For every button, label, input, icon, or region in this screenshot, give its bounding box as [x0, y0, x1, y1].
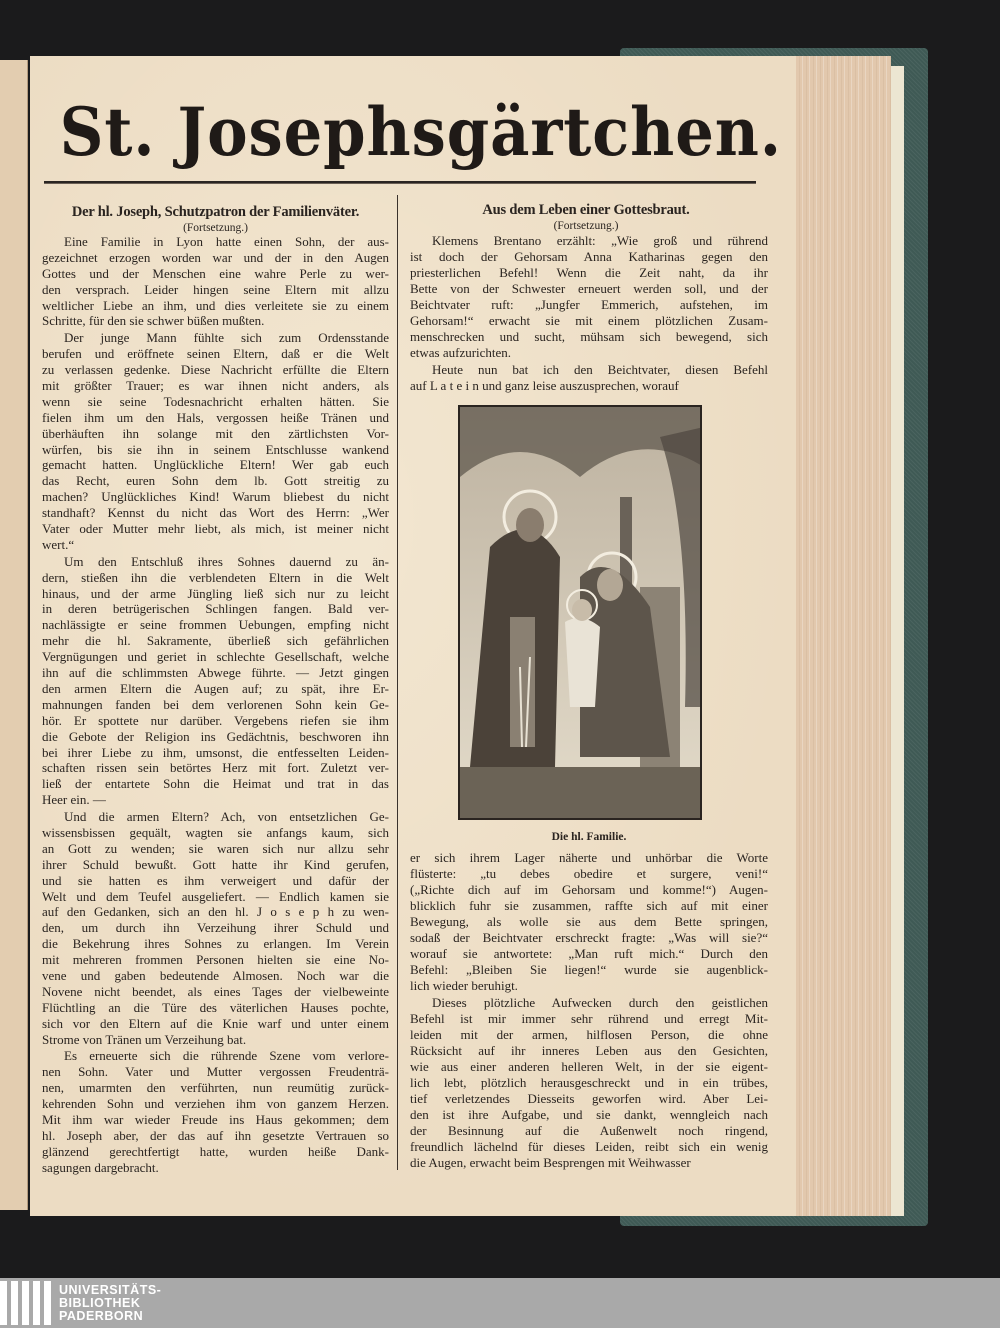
text-line: wissensbissen gequält, wagten sie anfangs kaum, sich: [42, 824, 389, 840]
text-line: worauf sie antwortete: „Man ruft mich.“ Durch den: [410, 946, 768, 961]
text-line: er sich ihrem Lager näherte und unhörbar die Worte: [410, 850, 768, 865]
text-line: sich vor den Eltern auf die Knie warf und unter einem: [42, 1015, 389, 1031]
text-line: Bewegung, als wolle sie aus dem Bette springen,: [410, 914, 768, 929]
text-line: etwas aufzurichten.: [410, 345, 512, 360]
text-line: Welt und dem Teufel ausgeliefert. — Endlich kamen sie: [42, 888, 389, 904]
left-article-heading: Der hl. Joseph, Schutzpatron der Familienväter.: [71, 204, 360, 220]
text-line: Es erneuerte sich die rührende Szene vom verlore-: [64, 1048, 389, 1064]
text-line: berufen und eröffnete seinen Eltern, daß er die Welt: [42, 346, 389, 362]
text-line: Befehl: „Bleiben Sie liegen!“ wurde sie augenblick-: [410, 962, 768, 977]
text-line: ist doch der Gehorsam Anna Katharinas gegen den: [410, 249, 768, 264]
text-line: der Besinnung auf die Außenwelt noch ringend,: [410, 1123, 768, 1138]
paragraph: [410, 362, 768, 394]
text-line: den ist ihre Aufgabe, und sie dankt, wenngleich nach: [410, 1107, 768, 1122]
holy-family-illustration: [458, 405, 702, 820]
text-line: Mit ihm war wieder Freude ins Haus gekommen; dem: [42, 1111, 389, 1127]
text-line: den versprach. Leider hingen seine Eltern mit allzu: [42, 281, 389, 297]
text-line: ihn auf die schlimmsten Abwege führte. — Jetzt gingen: [42, 665, 389, 681]
text-line: bei ihrer Liebe zu ihm, umsonst, die entfesselten Leiden-: [42, 744, 389, 760]
text-line: schaften rissen sein betörtes Herz mit fort. Zuletzt ver-: [42, 760, 389, 776]
left-article-body: [42, 234, 389, 1177]
paragraph: [42, 554, 389, 808]
text-line: den, um durch ihn Verzeihung ihrer Schuld und: [42, 920, 389, 936]
paragraph: [410, 850, 768, 994]
text-line: die Bekehrung ihres Sohnes zu erlangen. Im Verein: [42, 936, 389, 952]
text-line: den armen Eltern die Augen auf; zu spät, ihre Er-: [42, 680, 389, 696]
text-line: die Gebote der Religion ins Gedächtnis, beschworen ihn: [42, 728, 389, 744]
text-line: mit mehreren frommen Personen hielten sie eine No-: [42, 952, 389, 968]
text-line: an Gott zu wenden; sie waren sich nur allzu sehr: [42, 840, 389, 856]
column-divider: [397, 195, 398, 1170]
paragraph: [42, 234, 389, 329]
right-article-subheading: (Fortsetzung.): [553, 220, 619, 232]
paragraph: [410, 995, 768, 1171]
text-line: Gehorsam!“ erwacht sie mit einem plötzlichen Zusam-: [410, 313, 768, 328]
text-line: Vergnügungen und geriet in schlechte Gesellschaft, welche: [42, 649, 389, 665]
text-line: fielen ihm um den Hals, vergossen heiße Tränen und: [42, 409, 389, 425]
text-line: Gottes und der Menschen eine wahre Perle zu wer-: [42, 265, 389, 281]
text-line: wie aus einer anderen helleren Welt, in der sie eigent-: [410, 1059, 768, 1074]
page-edges: [795, 56, 891, 1216]
text-line: würfen, bis sie ihn in seinem Entschlusse wankend: [42, 441, 389, 457]
text-line: Und die armen Eltern? Ach, von entsetzlichen Ge-: [64, 809, 389, 825]
logo-line: UNIVERSITÄTS-: [59, 1282, 162, 1297]
right-article-body: [410, 233, 768, 395]
text-line: Bette von der Schwester erneuert werden soll, und der: [410, 281, 768, 296]
text-line: gezeichnet erzogen worden war und der in den Augen: [42, 249, 389, 265]
text-line: Befehl ist mir immer sehr rührend und erregt Mit-: [410, 1011, 768, 1026]
text-line: glänzend gerechtfertigt hatte, wurden heiße Dank-: [42, 1143, 389, 1159]
text-line: ihrer Schuld bewußt. Gott hatte ihr Kind gerufen,: [42, 856, 389, 872]
text-line: überhäuften ihn solange mit den zärtlichsten Vor-: [42, 425, 389, 441]
text-line: tief verletzendes Diesseits geworfen wird. Aber Lei-: [410, 1091, 768, 1106]
text-line: ließ der entartete Sohn die Heimat und trat in das: [42, 776, 389, 792]
text-line: Flüchtling an die Türe des väterlichen Hauses pochte,: [42, 999, 389, 1015]
text-line: gemacht hatten. Unglückliche Eltern! Wer gab euch: [42, 457, 389, 473]
text-line: Heer ein. —: [42, 792, 106, 808]
text-line: Heute nun bat ich den Beichtvater, diesen Befehl: [432, 362, 768, 377]
text-line: und sie hatten es ihm verweigert und dafür der: [42, 872, 389, 888]
text-line: sodaß der Beichtvater erschreckt fragte: „Was will sie?“: [410, 930, 768, 945]
figure-caption: Die hl. Familie.: [551, 831, 627, 843]
text-line: blicklich fuhr sie zusammen, raffte sich auf mit einer: [410, 898, 768, 913]
text-line: vene und gaben bedeutende Almosen. Noch war die: [42, 967, 389, 983]
text-line: hör. Er spottete nur darüber. Vergebens riefen sie ihm: [42, 712, 389, 728]
text-line: in deren betrügerischen Schlingen fangen. Bald ver-: [42, 601, 389, 617]
text-line: Der junge Mann fühlte sich zum Ordensstande: [64, 330, 389, 346]
logo-bars-icon: [0, 1281, 51, 1325]
logo-text: [59, 1284, 161, 1323]
text-line: kehrenden Sohn und verziehen ihm von ganzem Herzen.: [42, 1096, 389, 1112]
text-line: Beichtvater ruft: „Jungfer Emmerich, aufstehen, im: [410, 297, 768, 312]
text-line: zu verlassen gedenke. Diese Nachricht erfüllte die Eltern: [42, 362, 389, 378]
right-article-continuation: [410, 850, 768, 1172]
text-line: auf L a t e i n und ganz leise auszusprechen, worauf: [410, 378, 679, 393]
text-line: lich lebt, plötzlich herausgeschreckt und in ein trübes,: [410, 1075, 768, 1090]
text-line: nachlässigte er seine frommen Uebungen, empfing nicht: [42, 617, 389, 633]
text-line: („Richte dich auf im Gehorsam und komme!“) Augen-: [410, 882, 768, 897]
text-line: das Recht, euren Sohn dem lb. Gott streitig zu: [42, 473, 389, 489]
text-line: Vater oder Mutter mehr liebt, als mich, ist meiner nicht: [42, 521, 389, 537]
text-line: hinaus, und der arme Jüngling ließ sich nur zu leicht: [42, 585, 389, 601]
text-line: dern, stießen ihn die verblendeten Eltern in die Welt: [42, 569, 389, 585]
text-line: mit größter Trauer; es war ihnen nicht anders, als: [42, 378, 389, 394]
text-line: Rücksicht auf ihr inneres Leben aus den Gesichten,: [410, 1043, 768, 1058]
paragraph: [42, 330, 389, 552]
text-line: mahnungen fanden bei dem verlorenen Sohn kein Ge-: [42, 696, 389, 712]
right-article-heading: Aus dem Leben einer Gottesbraut.: [482, 202, 690, 218]
logo-line: PADERBORN: [59, 1308, 144, 1323]
text-line: wert.“: [42, 536, 75, 552]
paragraph: [410, 233, 768, 361]
text-line: lich wieder beruhigt.: [410, 978, 518, 993]
text-line: Dieses plötzliche Aufwecken durch den geistlichen: [432, 995, 768, 1010]
text-line: wenn sie seine Todesnachricht erhalten hätten. Sie: [42, 393, 389, 409]
text-line: Eine Familie in Lyon hatte einen Sohn, der aus-: [64, 234, 389, 249]
text-line: Schritte, für den sie schwer büßen mußten.: [42, 313, 265, 329]
text-line: sagungen dargebracht.: [42, 1159, 159, 1175]
text-line: leiden mit der armen, hilflosen Person, die ohne: [410, 1027, 768, 1042]
left-article-subheading: (Fortsetzung.): [183, 222, 248, 234]
text-line: weltlicher Liebe an ihm, und dies verleitete sie zu einem: [42, 297, 389, 313]
text-line: machen? Unglückliches Kind! Warum bliebest du nicht: [42, 489, 389, 505]
library-logo: [0, 1278, 161, 1328]
text-line: standhaft? Kennst du nicht das Wort des Herrn: „Wer: [42, 505, 389, 521]
text-line: nen, umarmten den verführten, nun reumütig zurück-: [42, 1080, 389, 1096]
masthead-title: St. Josephsgärtchen.: [59, 93, 782, 171]
paragraph: [42, 809, 389, 1047]
text-line: menschrecken und sucht, mühsam sich bewegend, sich: [410, 329, 768, 344]
text-line: priesterlichen Befehl! Wenn die Zeit naht, da ihr: [410, 265, 768, 280]
text-line: Strome von Tränen um Verzeihung bat.: [42, 1031, 247, 1047]
text-line: mehr die hl. Sakramente, überließ sich gefährlichen: [42, 633, 389, 649]
endsheet: [890, 66, 904, 1216]
text-line: nen Sohn. Vater und Mutter vergossen Freudenträ-: [42, 1064, 389, 1080]
text-line: Um den Entschluß ihres Sohnes dauernd zu än-: [64, 553, 389, 569]
text-line: hl. Joseph aber, der das auf ihn gesetzte Vertrauen so: [42, 1127, 389, 1143]
paragraph: [42, 1048, 389, 1175]
logo-line: BIBLIOTHEK: [59, 1295, 141, 1310]
previous-page-edge: [0, 60, 28, 1210]
text-line: freundlich lächelnd für dieses Leiden, reibt sich ein wenig: [410, 1139, 768, 1154]
masthead-rule: [44, 181, 756, 184]
text-line: Klemens Brentano erzählt: „Wie groß und rührend: [432, 233, 768, 248]
text-line: auf den Gedanken, sich an den hl. J o s e p h zu wen-: [42, 904, 389, 920]
text-line: flüsterte: „tu debes obedire et surgere, veni!“: [410, 866, 768, 881]
text-line: die Augen, erwacht beim Besprengen mit Weihwasser: [410, 1155, 691, 1170]
text-line: Novene nicht beendet, als eines Tages der vielbeweinte: [42, 983, 389, 999]
